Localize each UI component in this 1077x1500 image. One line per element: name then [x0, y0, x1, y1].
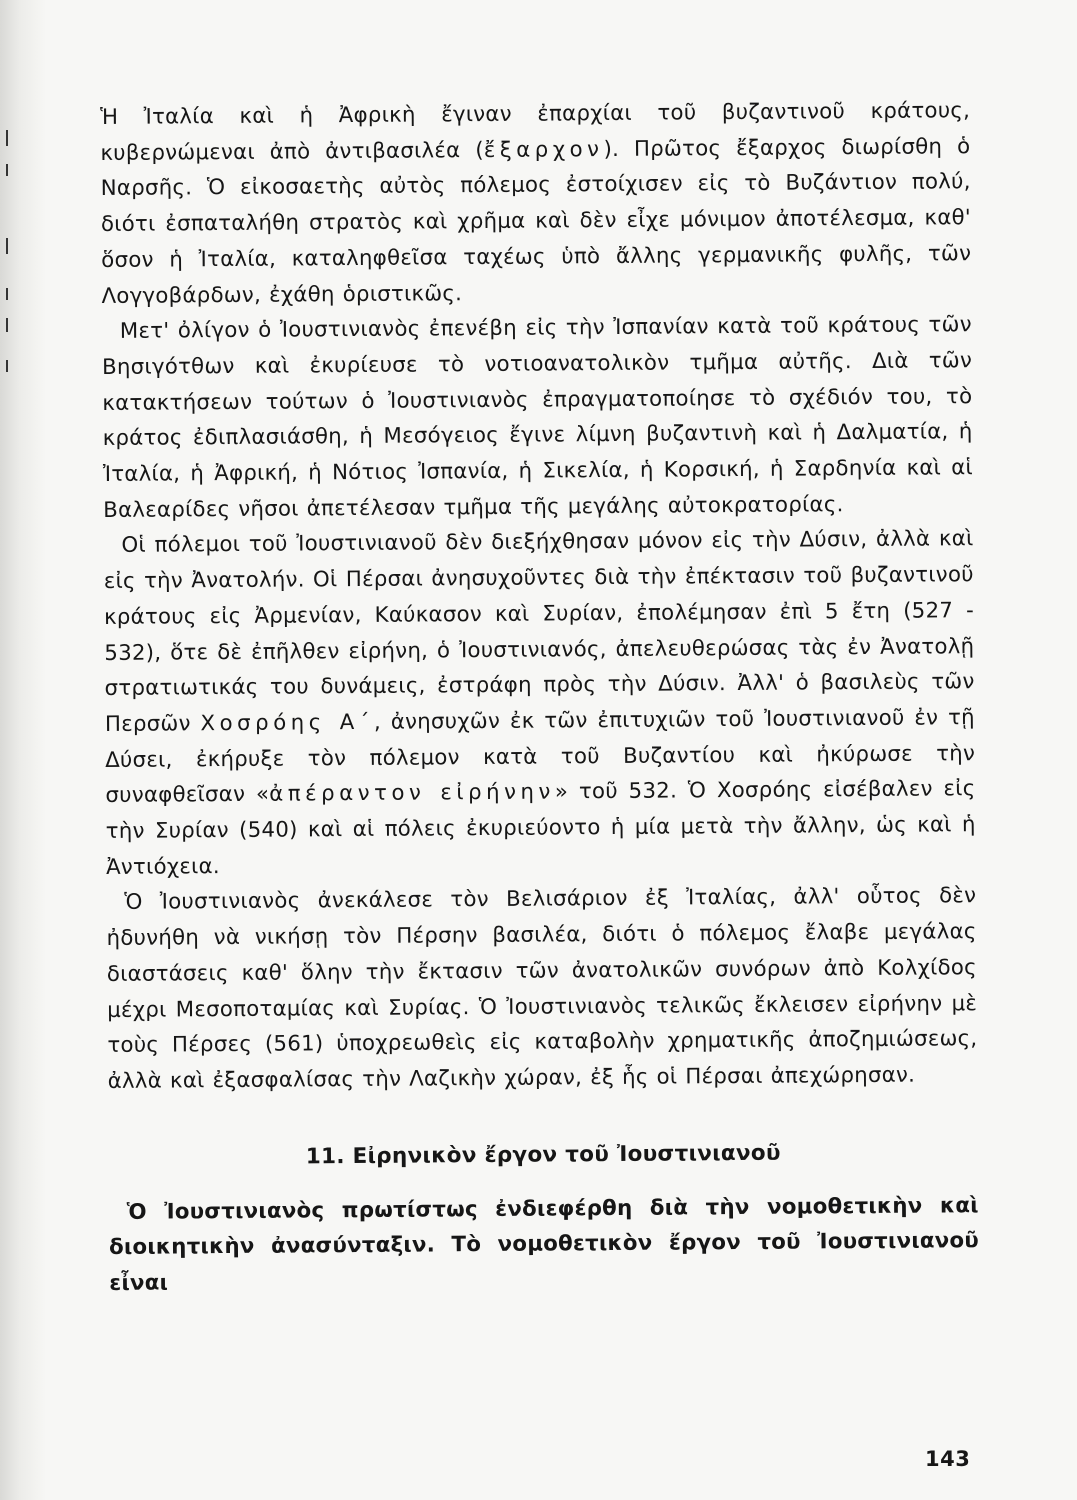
paragraph-4: Ὁ Ἰουστινιανὸς ἀνεκάλεσε τὸν Βελισάριον ἐξ Ἰταλίας, ἀλλ' οὗτος δὲν ἠδυνήθη νὰ νικήσῃ τὸν Πέρσην βασιλέα, διότι ὁ πόλεμος ἔλαβε μεγάλας διαστάσεις καθ' ὅλην τὴν ἔκτασιν τῶν ἀνατολικῶν συνόρων ἀπὸ Κολχίδος μέχρι Μεσοποταμίας καὶ Συρίας. Ὁ Ἰουστινιανὸς τελικῶς ἔκλεισεν εἰρήνην μὲ τοὺς Πέρσες (561) ὑποχρεωθεὶς εἰς καταβολὴν χρηματικῆς ἀποζημιώσεως, ἀλλὰ καὶ ἐξασφαλίσας τὴν Λαζικὴν χώραν, ἐξ ἧς οἱ Πέρσαι ἀπεχώρησαν.	[106, 883, 978, 1094]
page-text-block	[100, 93, 979, 1302]
paragraph-3-text-b: , ἀνησυχῶν ἐκ τῶν ἐπιτυχιῶν τοῦ Ἰουστινιανοῦ ἐν τῇ Δύσει, ἐκήρυξε τὸν πόλεμον κατὰ τοῦ Βυζαντίου καὶ ἠκύρωσε τὴν συναφθεῖσαν «	[105, 705, 976, 809]
paragraph-1-text-b: ). Πρῶτος ἔξαρχος διωρίσθη ὁ Ναρσῆς. Ὁ εἰκοσαετὴς αὐτὸς πόλεμος ἐστοίχισεν εἰς τὸ Βυζάντιον πολύ, διότι ἐσπαταλήθη στρατὸς καὶ χρῆμα καὶ δὲν εἶχε μόνιμον ἀποτέλεσμα, καθ' ὅσον ἡ Ἰταλία, καταληφθεῖσα ταχέως ὑπὸ ἄλλης γερμανικῆς φυλῆς, τῶν Λογγοβάρδων, ἐχάθη ὁριστικῶς.	[100, 133, 972, 309]
page-number: 143	[925, 1447, 971, 1471]
spaced-name-chosroes: Χοσρόης Α΄	[200, 709, 375, 737]
paragraph-3-text-c: » τοῦ 532. Ὁ Χοσρόης εἰσέβαλεν εἰς τὴν Συρίαν (540) καὶ αἱ πόλεις ἐκυριεύοντο ἡ μία μετὰ τὴν ἄλλην, ὡς καὶ ἡ Ἀντιόχεια.	[105, 776, 976, 880]
paragraph-5: Ὁ Ἰουστινιανὸς πρωτίστως ἐνδιεφέρθη διὰ τὴν νομοθετικὴν καὶ διοικητικὴν ἀνασύνταξιν. Τὸ νομοθετικὸν ἔργον τοῦ Ἰουστινιανοῦ εἶναι	[108, 1192, 980, 1297]
section-heading: 11. Εἰρηνικὸν ἔργον τοῦ Ἰουστινιανοῦ	[305, 1140, 781, 1170]
paragraph-1	[100, 93, 972, 314]
spaced-term-exarch: ἔξαρχον	[483, 136, 604, 163]
paragraph-3-text-a: Οἱ πόλεμοι τοῦ Ἰουστινιανοῦ δὲν διεξήχθησαν μόνον εἰς τὴν Δύσιν, ἀλλὰ καὶ εἰς τὴν Ἀνατολήν. Οἱ Πέρσαι ἀνησυχοῦντες διὰ τὴν ἐπέκτασιν τοῦ βυζαντινοῦ κράτους εἰς Ἀρμενίαν, Καύκασον καὶ Συρίαν, ἐπολέμησαν ἐπὶ 5 ἔτη (527 - 532), ὅτε δὲ ἐπῆλθεν εἰρήνη, ὁ Ἰουστινιανός, ἀπελευθερώσας τὰς ἐν Ἀνατολῇ στρατιωτικάς του δυνάμεις, ἐστράφη πρὸς τὴν Δύσιν. Ἀλλ' ὁ βασιλεὺς τῶν Περσῶν	[103, 526, 975, 737]
spaced-term-eternal-peace: ἀπέραντον εἰρήνην	[269, 779, 555, 808]
paragraph-3	[103, 522, 976, 886]
paragraph-2: Μετ' ὀλίγον ὁ Ἰουστινιανὸς ἐπενέβη εἰς τὴν Ἰσπανίαν κατὰ τοῦ κράτους τῶν Βησιγότθων καὶ ἐκυρίευσε τὸ νοτιοανατολικὸν τμῆμα αὐτῆς. Διὰ τῶν κατακτήσεων τούτων ὁ Ἰουστινιανὸς ἐπραγματοποίησε τὸ σχέδιόν του, τὸ κράτος ἐδιπλασιάσθη, ἡ Μεσόγειος ἔγινε λίμνη βυζαντινὴ καὶ ἡ Δαλματία, ἡ Ἰταλία, ἡ Ἀφρική, ἡ Νότιος Ἰσπανία, ἡ Σικελία, ἡ Κορσική, ἡ Σαρδηνία καὶ αἱ Βαλεαρίδες νῆσοι ἀπετέλεσαν τμῆμα τῆς μεγάλης αὐτοκρατορίας.	[102, 312, 974, 523]
previous-page-edge-marks	[6, 118, 20, 418]
paragraph-1-text-a: Ἡ Ἰταλία καὶ ἡ Ἀφρικὴ ἔγιναν ἐπαρχίαι τοῦ βυζαντινοῦ κράτους, κυβερνώμεναι ἀπὸ ἀντιβασιλέα (	[100, 98, 971, 166]
